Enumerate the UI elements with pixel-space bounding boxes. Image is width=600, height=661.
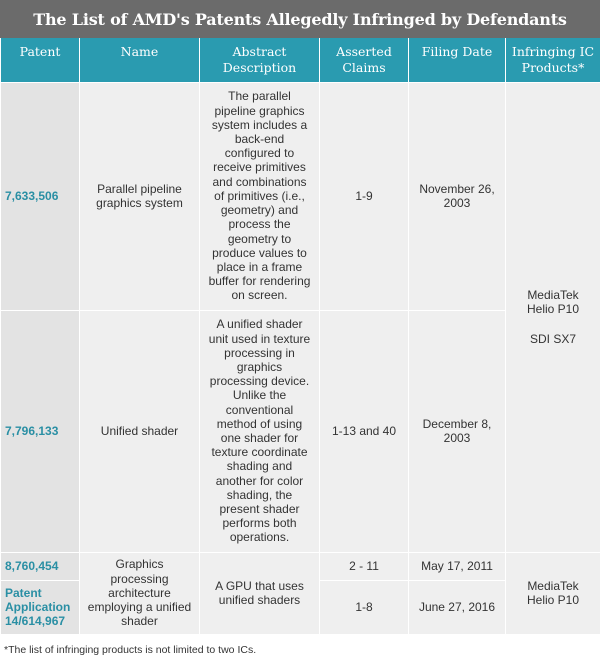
asserted-claims: 1-8 [320, 580, 409, 634]
table-row [1, 552, 600, 580]
asserted-claims: 1-9 [320, 82, 409, 310]
patent-name: Parallel pipeline graphics system [80, 82, 200, 310]
abstract-description: A GPU that uses unified shaders [200, 552, 320, 634]
patent-name: Graphics processing architecture employing a unified shader [80, 552, 200, 634]
header-claims: Asserted Claims [320, 38, 409, 82]
header-filing-date: Filing Date [409, 38, 506, 82]
header-patent: Patent [1, 38, 80, 82]
abstract-description: A unified shader unit used in texture processing in graphics processing device. Unlike the conventional method of using one shader for texture coordinate shading and another for color shading, the present shader performs both operations. [200, 310, 320, 552]
asserted-claims: 1-13 and 40 [320, 310, 409, 552]
patent-number: 8,760,454 [1, 552, 80, 580]
product-sdi-sx7: SDI SX7 [529, 332, 577, 347]
patent-number: 7,796,133 [1, 310, 80, 552]
header-row [1, 38, 600, 82]
table-row [1, 82, 600, 310]
filing-date: November 26, 2003 [409, 82, 506, 310]
filing-date: December 8, 2003 [409, 310, 506, 552]
infringing-products-group-2: MediaTek Helio P10 [506, 552, 600, 634]
abstract-description: The parallel pipeline graphics system includes a back-end configured to receive primitives and combinations of primitives (i.e., geometry) and process the geometry to produce values to place in a frame buffer for rendering on screen. [200, 82, 320, 310]
footnote: *The list of infringing products is not limited to two ICs. [4, 644, 257, 656]
header-products: Infringing IC Products* [506, 38, 600, 82]
header-abstract: Abstract Description [200, 38, 320, 82]
table-title: The List of AMD's Patents Allegedly Infringed by Defendants [33, 9, 567, 29]
patents-table [0, 38, 600, 635]
filing-date: June 27, 2016 [409, 580, 506, 634]
asserted-claims: 2 - 11 [320, 552, 409, 580]
table-title-bar [0, 0, 600, 38]
header-name: Name [80, 38, 200, 82]
patent-number: 7,633,506 [1, 82, 80, 310]
filing-date: May 17, 2011 [409, 552, 506, 580]
product-mediatek-helio-p10: MediaTek Helio P10 [526, 287, 580, 316]
patent-application-number: Patent Application 14/614,967 [1, 580, 80, 634]
patent-name: Unified shader [80, 310, 200, 552]
infringing-products-group-1 [506, 82, 600, 552]
